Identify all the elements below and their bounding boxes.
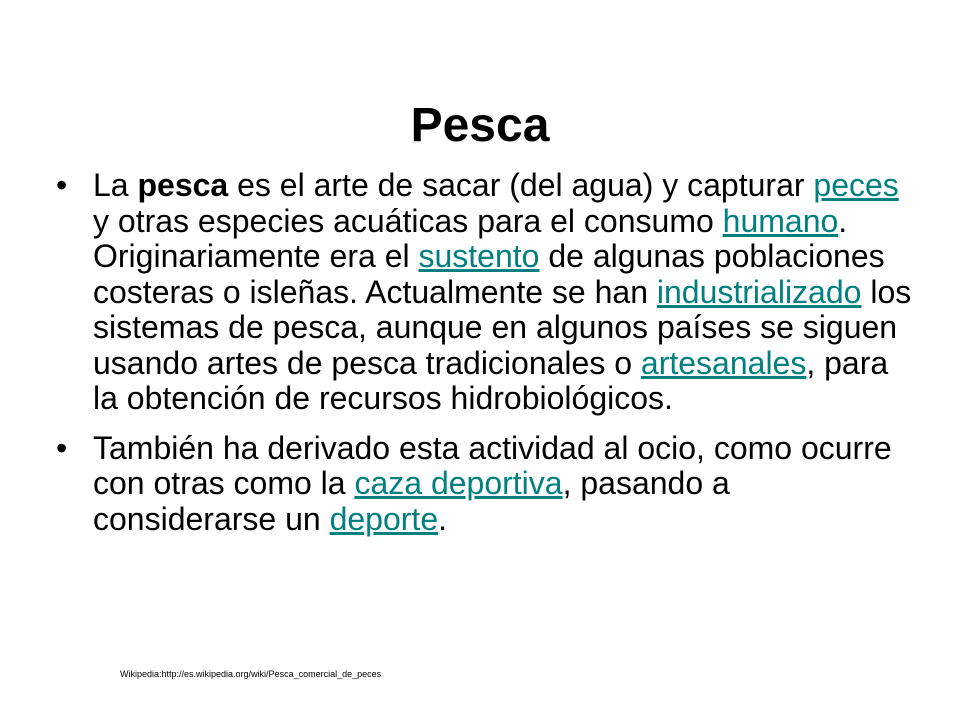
link-deporte[interactable]: deporte xyxy=(329,500,439,537)
bullet-list xyxy=(56,168,916,551)
bullet-item xyxy=(56,168,916,417)
bullet-dot-icon: • xyxy=(56,429,68,466)
text-segment: La xyxy=(93,167,138,203)
text-segment: los sistemas de pesca, aunque en algunos países se siguen usando artes de pesca tradicionales o xyxy=(93,273,912,381)
slide-title: Pesca xyxy=(410,99,550,153)
text-segment: y otras especies acuáticas para el consumo xyxy=(93,202,723,239)
link-caza-deportiva[interactable]: caza deportiva xyxy=(354,465,563,501)
text-segment: , pasando a considerarse un xyxy=(93,465,730,537)
bullet-text xyxy=(93,167,911,416)
link-sustento[interactable]: sustento xyxy=(418,238,540,274)
link-peces[interactable]: peces xyxy=(813,167,899,203)
text-segment: es el arte de sacar (del agua) y capturar xyxy=(228,167,814,203)
text-segment: , para la obtención de recursos hidrobiológicos. xyxy=(93,344,889,416)
text-segment: . xyxy=(438,500,447,537)
source-footnote: Wikipedia:http://es.wikipedia.org/wiki/Pesca_comercial_de_peces xyxy=(120,669,382,679)
link-industrializado[interactable]: industrializado xyxy=(656,273,862,310)
link-artesanales[interactable]: artesanales xyxy=(640,344,807,381)
bullet-dot-icon: • xyxy=(56,167,68,203)
text-segment: . Originariamente era el xyxy=(93,202,848,274)
bullet-text xyxy=(93,430,892,537)
text-segment: También ha derivado esta actividad al ocio, como ocurre con otras como la xyxy=(93,429,892,501)
text-segment: de algunas poblaciones costeras o isleñas. Actualmente se han xyxy=(93,238,885,310)
bold-term: pesca xyxy=(137,167,229,203)
link-humano[interactable]: humano xyxy=(722,202,839,239)
bullet-item xyxy=(56,431,916,538)
